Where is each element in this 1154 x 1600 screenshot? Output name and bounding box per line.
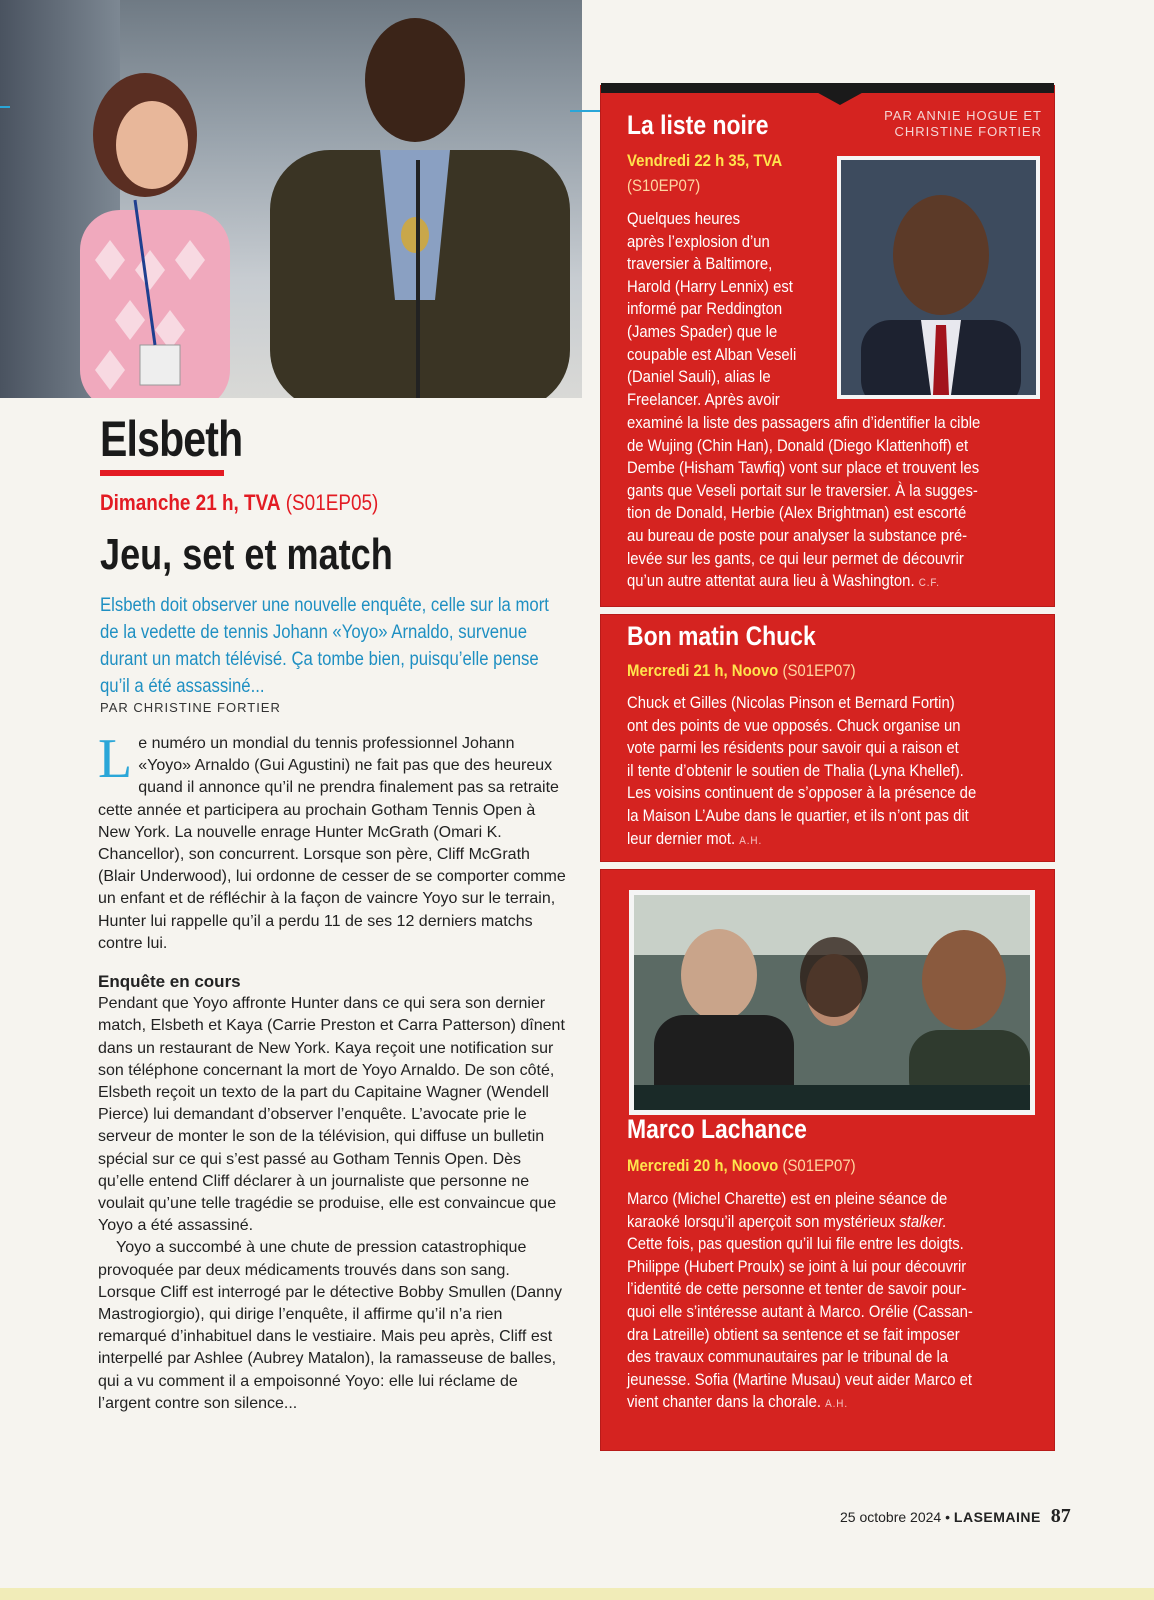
show-title-liste-noire: La liste noire [627,110,769,140]
page-number: 87 [1050,1505,1071,1527]
text-line: dra Latreille) obtient sa sentence et se fait imposer [627,1325,960,1344]
text-line: Quelques heures [627,210,741,228]
text-line: il tente d’obtenir le soutien de Thalia (Lyna Khellef). [627,761,964,780]
box-liste-noire [601,86,1054,606]
paragraph-3: Yoyo a succombé à une chute de pression catastrophique provoquée par deux médicaments trouvés dans son sang. Lorsque Cliff est interrogé par le détective Bobby Smullen (Danny Mastrogiorgio), qui dirige l’enquête, il affirme qu’il n’a rien remarqué d’inhabituel dans le vestiaire. Mais peu après, Cliff est interpellé par Ashlee (Aubrey Matalon), la ramasseuse de balles, qui a vu comment il a empoisonné Yoyo: elle lui réclame de l’argent contre son silence... [98,1239,562,1412]
text-line: Marco (Michel Charette) est en pleine séance de [627,1190,948,1208]
box-byline-line: CHRISTINE FORTIER [894,124,1042,139]
box-bon-matin-chuck [601,615,1054,861]
text-line: tion de Donald, Herbie (Alex Brightman) est escorté [627,504,967,523]
text-line: leur dernier mot. A.H. [627,829,763,848]
text-line: informé par Reddington [627,300,783,319]
footer-separator: • [945,1509,950,1525]
italic-word: stalker. [899,1212,947,1231]
marco-text [627,1188,1041,1416]
schedule-day: Mercredi 20 h, Noovo [627,1156,779,1175]
text-line: Dembe (Hisham Tawfiq) vont sur place et trouvent les [627,459,980,478]
rule-left [0,106,10,108]
text-line: qu’un autre attentat aura lieu à Washington. C.F. [627,572,940,591]
box-marco-lachance [601,870,1054,1450]
text-line: après l’explosion d’un [627,232,770,251]
schedule-liste-noire-ep [627,176,700,196]
page-footer [840,1505,1071,1528]
text-line: gants que Veseli portait sur le traversier. À la sugges- [627,481,978,500]
article-byline: PAR CHRISTINE FORTIER [100,700,281,715]
text-line: vient chanter dans la chorale. A.H. [627,1393,849,1412]
article-deck: Elsbeth doit observer une nouvelle enquête, celle sur la mort de la vedette de tennis Johann «Yoyo» Arnaldo, survenue durant un match télévisé. Ça tombe bien, puisqu’elle pense qu’il a été assassiné... [100,595,549,697]
issue-date: 25 octobre 2024 [840,1509,942,1525]
schedule-elsbeth [100,490,378,516]
subhead: Enquête en cours [98,972,241,992]
text-line: la Maison L’Aube dans le quartier, et ils n’ont pas dit [627,806,969,825]
article-headline: Jeu, set et match [100,530,393,579]
schedule-liste-noire [627,151,782,171]
text-line: Harold (Harry Lennix) est [627,277,793,296]
liste-noire-text-wide [627,412,1041,595]
drop-cap: L [98,728,133,790]
schedule-day: Mercredi 21 h, Noovo [627,661,779,680]
show-title-elsbeth: Elsbeth [100,411,243,467]
text-line: de Wujing (Chin Han), Donald (Diego Klattenhoff) et [627,436,969,455]
text-line: jeunesse. Sofia (Martine Musau) veut aider Marco et [627,1370,973,1389]
text-line: ont des points de vue opposés. Chuck organise un [627,716,961,735]
text-line: Chuck et Gilles (Nicolas Pinson et Bernard Fortin) [627,694,955,712]
text-line: Freelancer. Après avoir [627,390,780,409]
text-line: Les voisins continuent de s’opposer à la présence de [627,784,977,803]
text-line: coupable est Alban Veseli [627,345,797,364]
article-body [98,728,568,1415]
schedule-episode: (S01EP07) [782,1156,856,1175]
text-line: quoi elle s’intéresse autant à Marco. Orélie (Cassan- [627,1302,973,1321]
text-line: (James Spader) que le [627,322,778,341]
woman-figure [40,60,250,398]
schedule-episode: (S10EP07) [627,176,701,195]
text-line: traversier à Baltimore, [627,255,773,274]
schedule-day: Dimanche 21 h, TVA [100,490,281,515]
text-line: (Daniel Sauli), alias le [627,368,771,387]
show-title-marco: Marco Lachance [627,1114,807,1144]
schedule-day: Vendredi 22 h 35, TVA [627,151,783,170]
man-figure [250,0,580,398]
elsbeth-photo [0,0,582,398]
text-line: des travaux communautaires par le tribunal de la [627,1348,949,1367]
author-initials: A.H. [825,1398,849,1411]
text-line: Cette fois, pas question qu’il lui file entre les doigts. [627,1235,964,1254]
schedule-bon-matin [627,661,856,681]
liste-noire-text-narrow [627,208,834,411]
schedule-marco [627,1156,856,1176]
text-line: examiné la liste des passagers afin d’identifier la cible [627,414,981,432]
schedule-episode: (S01EP05) [285,490,379,515]
text-line: karaoké lorsqu’il aperçoit son mystérieux stalker. [627,1212,947,1231]
author-initials: C.F. [918,577,940,590]
box-byline [884,108,1042,140]
author-initials: A.H. [739,834,763,847]
text-line: vote parmi les résidents pour savoir qui a raison et [627,739,959,758]
box-byline-line: PAR ANNIE HOGUE ET [884,108,1042,123]
text-line: Philippe (Hubert Proulx) se joint à lui pour découvrir [627,1257,967,1276]
paragraph-1 [98,728,568,955]
paragraph-2: Pendant que Yoyo affronte Hunter dans ce qui sera son dernier match, Elsbeth et Kaya (Carrie Preston et Carra Patterson) dînent dans un restaurant de New York. Kaya reçoit une notification sur son téléphone concernant la mort de Yoyo Arnaldo. De son côté, Elsbeth reçoit un texto de la part du Capitaine Wagner (Wendell Pierce) lui demandant d’observer l’enquête. L’avocate prie le serveur de monter le son de la télévision, qui diffuse un bulletin spécial sur ce qui s’est passé au Gotham Tennis Open. Dès qu’elle entend Cliff déclarer à un journaliste que personne ne voulait qu’une telle tragédie se produise, elle est convaincue que Yoyo a été assassiné. [98,995,565,1235]
page-edge [0,1588,1154,1600]
car-photo [629,890,1035,1115]
box-notch [800,83,880,105]
schedule-episode: (S01EP07) [782,661,856,680]
paragraph-1-text: e numéro un mondial du tennis professionnel Johann «Yoyo» Arnaldo (Gui Agustini) ne fait pas que des heureux quand il annonce qu’il ne prendra finalement pas sa retraite cette année et participera au prochain Gotham Tennis Open à New York. La nouvelle enrage Hunter McGrath (Omari K. Chancellor), son concurrent. Lorsque son père, Cliff McGrath (Blair Underwood), lui ordonne de cesser de se comporter comme un enfant et de réfléchir à la façon de vaincre Yoyo sur le terrain, Hunter lui rappelle qu’il a perdu 11 de ses 12 derniers matchs contre lui. [98,735,566,952]
rule-right [570,110,600,112]
bon-matin-text [627,692,1041,852]
title-underline [100,470,224,476]
magazine-name: LASEMAINE [953,1509,1041,1525]
lennix-photo [837,156,1040,399]
text-line: l’identité de cette personne et tenter de savoir pour- [627,1280,967,1299]
text-line: levée sur les gants, ce qui leur permet de découvrir [627,549,964,568]
show-title-bon-matin: Bon matin Chuck [627,621,816,651]
text-line: au bureau de poste pour analyser la substance pré- [627,526,968,545]
